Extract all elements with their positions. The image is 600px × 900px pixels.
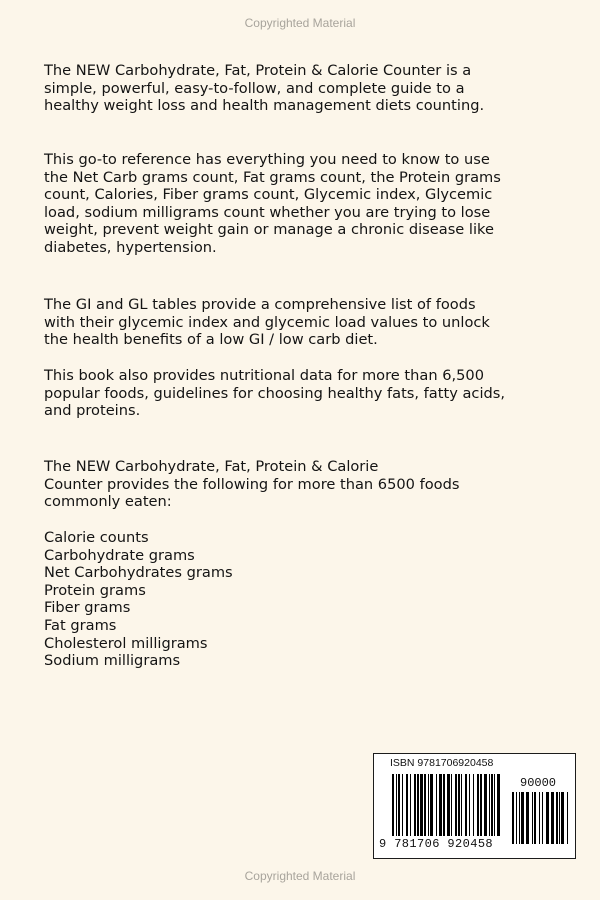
barcode-bar — [494, 774, 495, 836]
barcode-bar — [439, 774, 442, 836]
list-item: Fat grams — [44, 616, 117, 634]
barcode-bar — [556, 792, 558, 844]
reference-paragraph: This go-to reference has everything you need to know to use the Net Carb grams count, Fat grams count, the Protein grams count, Calories, Fiber grams count, Glycemic index, Glycemic load, sodium milligrams count whether you are trying to lose weight, prevent weight gain or manage a chronic disease like diabetes, hypertension. — [44, 151, 501, 256]
nutrient-list — [44, 529, 233, 670]
list-item: Calorie counts — [44, 529, 149, 546]
barcode-bar — [497, 774, 500, 836]
barcode-bar — [473, 774, 474, 836]
barcode-bar — [542, 792, 543, 844]
barcode-bar — [396, 774, 397, 836]
barcode-bar — [410, 774, 411, 836]
watermark-bottom: Copyrighted Material — [244, 869, 356, 883]
watermark-top: Copyrighted Material — [244, 16, 356, 30]
barcode-bar — [480, 774, 482, 836]
barcode-bar — [561, 792, 564, 844]
barcode-bar — [469, 774, 470, 836]
gi-gl-paragraph: The GI and GL tables provide a comprehensive list of foods with their glycemic index and glycemic load values to unlock the health benefits of a low GI / low carb diet. — [44, 296, 490, 349]
addon-digits: 90000 — [520, 776, 557, 790]
barcode-bar — [521, 792, 524, 844]
list-item: Carbohydrate grams — [44, 546, 195, 564]
barcode-bar — [532, 792, 533, 844]
list-item: Net Carbohydrates grams — [44, 564, 233, 582]
barcode-bar — [420, 774, 423, 836]
barcode-bar — [491, 774, 493, 836]
barcode-bar — [539, 792, 540, 844]
barcode-bar — [489, 774, 490, 836]
isbn-barcode — [373, 753, 576, 859]
barcode-bar — [398, 774, 400, 836]
list-item: Fiber grams — [44, 599, 131, 617]
ean13-bars — [392, 774, 500, 836]
barcode-bar — [551, 792, 554, 844]
barcode-bar — [559, 792, 560, 844]
barcode-bar — [512, 792, 514, 844]
barcode-bar — [567, 792, 568, 844]
list-item: Protein grams — [44, 581, 146, 599]
barcode-bar — [436, 774, 437, 836]
isbn-label: ISBN 9781706920458 — [390, 757, 494, 769]
list-item: Cholesterol milligrams — [44, 634, 208, 652]
barcode-bar — [428, 774, 429, 836]
barcode-bar — [424, 774, 426, 836]
nutritional-data-paragraph: This book also provides nutritional data for more than 6,500 popular foods, guidelines for choosing healthy fats, fatty acids, and proteins. — [44, 367, 506, 420]
barcode-bar — [484, 774, 487, 836]
barcode-bar — [406, 774, 408, 836]
barcode-bar — [477, 774, 479, 836]
barcode-bar — [458, 774, 460, 836]
provides-paragraph: The NEW Carbohydrate, Fat, Protein & Calorie Counter provides the following for more than 6500 foods commonly eaten: — [44, 458, 460, 511]
barcode-bar — [461, 774, 462, 836]
barcode-bar — [516, 792, 517, 844]
barcode-bar — [534, 792, 536, 844]
barcode-bar — [519, 792, 520, 844]
barcode-bar — [447, 774, 450, 836]
addon-bars — [512, 792, 568, 844]
intro-paragraph: The NEW Carbohydrate, Fat, Protein & Calorie Counter is a simple, powerful, easy-to-follow, and complete guide to a healthy weight loss and health management diets counting. — [44, 62, 485, 115]
ean-digits: 9 781706 920458 — [379, 837, 494, 851]
barcode-bar — [465, 774, 467, 836]
barcode-bar — [455, 774, 457, 836]
barcode-bar — [417, 774, 419, 836]
list-item: Sodium milligrams — [44, 652, 181, 670]
barcode-bar — [546, 792, 549, 844]
barcode-bar — [443, 774, 445, 836]
barcode-bar — [392, 774, 394, 836]
barcode-bar — [430, 774, 433, 836]
barcode-bar — [414, 774, 416, 836]
barcode-bar — [526, 792, 529, 844]
barcode-bar — [451, 774, 452, 836]
barcode-bar — [402, 774, 403, 836]
